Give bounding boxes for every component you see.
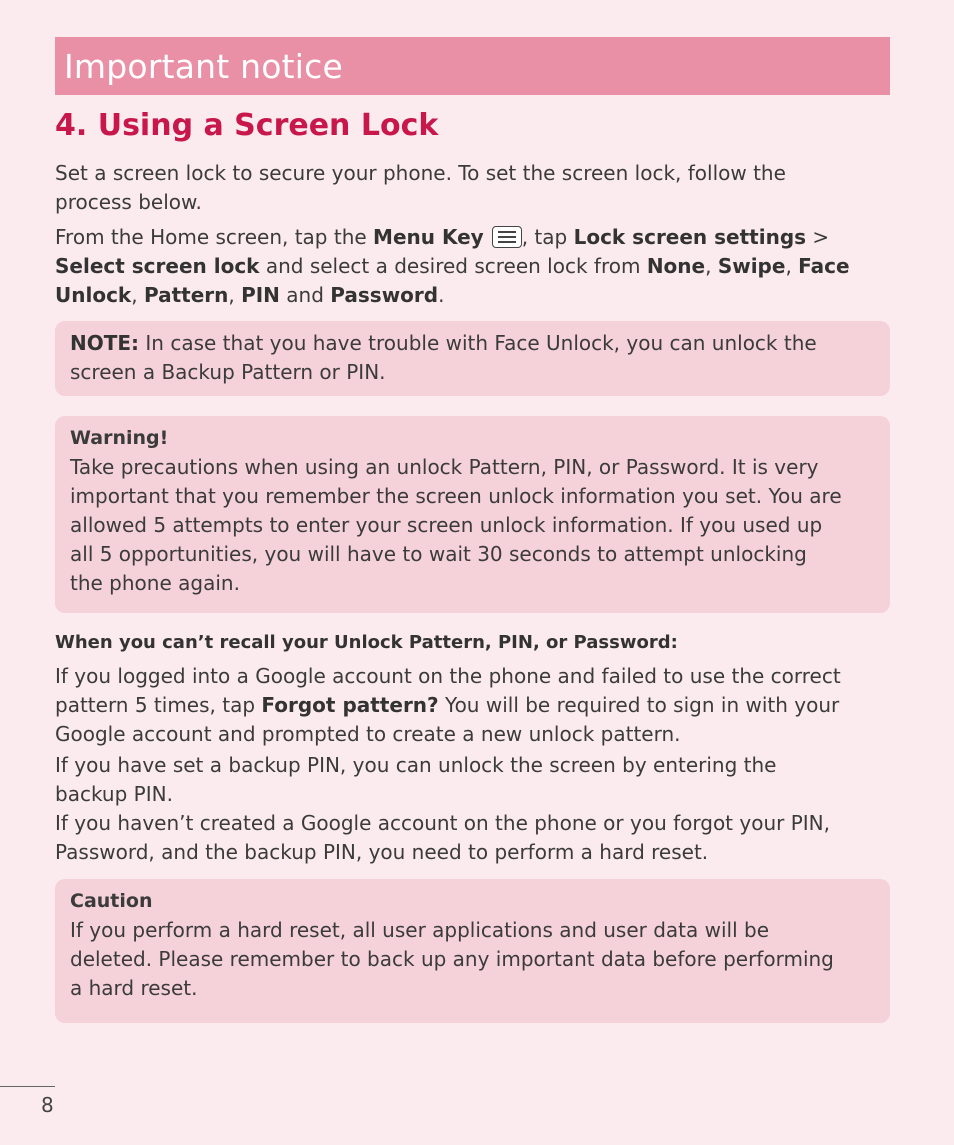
face-option: Face	[798, 254, 850, 278]
caution-line: a hard reset.	[70, 976, 198, 1000]
caution-box	[55, 879, 890, 1023]
note-label: NOTE:	[70, 331, 140, 355]
page-number: 8	[41, 1093, 54, 1117]
note-line-1: In case that you have trouble with Face Unlock, you can unlock the	[139, 331, 817, 355]
instr-text: From the Home screen, tap the	[55, 225, 374, 249]
caution-content	[70, 887, 880, 1003]
swipe-option: Swipe	[717, 254, 786, 278]
recall-paragraph-2	[55, 751, 895, 809]
menu-key-label: Menu Key	[373, 225, 484, 249]
unlock-option: Unlock	[55, 283, 132, 307]
recall-text: Google account and prompted to create a new unlock pattern.	[55, 722, 681, 746]
warning-line: important that you remember the screen unlock information you set. You are	[70, 484, 842, 508]
instr-text: ,	[785, 254, 799, 278]
instr-text: .	[438, 283, 445, 307]
pin-option: PIN	[241, 283, 280, 307]
note-text	[70, 329, 880, 387]
page-number-rule	[0, 1086, 55, 1087]
note-box	[55, 321, 890, 396]
lock-screen-settings-label: Lock screen settings	[573, 225, 807, 249]
password-option: Password	[330, 283, 439, 307]
recall-text: You will be required to sign in with your	[438, 693, 840, 717]
recall-text: backup PIN.	[55, 782, 173, 806]
recall-text: pattern 5 times, tap	[55, 693, 262, 717]
instr-text: ,	[705, 254, 718, 278]
warning-line: allowed 5 attempts to enter your screen unlock information. If you used up	[70, 513, 823, 537]
instr-text: and select a desired screen lock from	[259, 254, 647, 278]
note-line-2: screen a Backup Pattern or PIN.	[70, 360, 386, 384]
recall-text: If you logged into a Google account on the phone and failed to use the correct	[55, 664, 841, 688]
recall-paragraph-1	[55, 662, 895, 749]
warning-line: Take precautions when using an unlock Pattern, PIN, or Password. It is very	[70, 455, 819, 479]
instruction-paragraph	[55, 223, 895, 310]
recall-text: If you have set a backup PIN, you can unlock the screen by entering the	[55, 753, 777, 777]
instr-text: ,	[228, 283, 242, 307]
section-banner	[55, 37, 890, 95]
pattern-option: Pattern	[143, 283, 229, 307]
recall-heading: When you can’t recall your Unlock Pattern, PIN, or Password:	[55, 632, 678, 653]
intro-paragraph	[55, 159, 895, 217]
warning-content	[70, 424, 880, 598]
banner-title: Important notice	[64, 47, 343, 86]
warning-title: Warning!	[70, 427, 169, 449]
section-title: 4. Using a Screen Lock	[55, 108, 439, 143]
none-option: None	[646, 254, 706, 278]
caution-line: deleted. Please remember to back up any important data before performing	[70, 947, 834, 971]
intro-line-2: process below.	[55, 190, 202, 214]
caution-line: If you perform a hard reset, all user applications and user data will be	[70, 918, 770, 942]
instr-text: , tap	[521, 225, 574, 249]
forgot-pattern-label: Forgot pattern?	[261, 693, 439, 717]
intro-line-1: Set a screen lock to secure your phone. To set the screen lock, follow the	[55, 161, 786, 185]
recall-text: If you haven’t created a Google account on the phone or you forgot your PIN,	[55, 811, 830, 835]
instr-text: and	[279, 283, 331, 307]
instr-text: >	[806, 225, 830, 249]
menu-key-icon	[492, 226, 522, 248]
warning-line: all 5 opportunities, you will have to wait 30 seconds to attempt unlocking	[70, 542, 807, 566]
recall-paragraph-3	[55, 809, 895, 867]
recall-text: Password, and the backup PIN, you need to perform a hard reset.	[55, 840, 709, 864]
select-screen-lock-label: Select screen lock	[55, 254, 260, 278]
caution-title: Caution	[70, 890, 153, 912]
instr-text: ,	[131, 283, 144, 307]
warning-line: the phone again.	[70, 571, 240, 595]
warning-box	[55, 416, 890, 613]
